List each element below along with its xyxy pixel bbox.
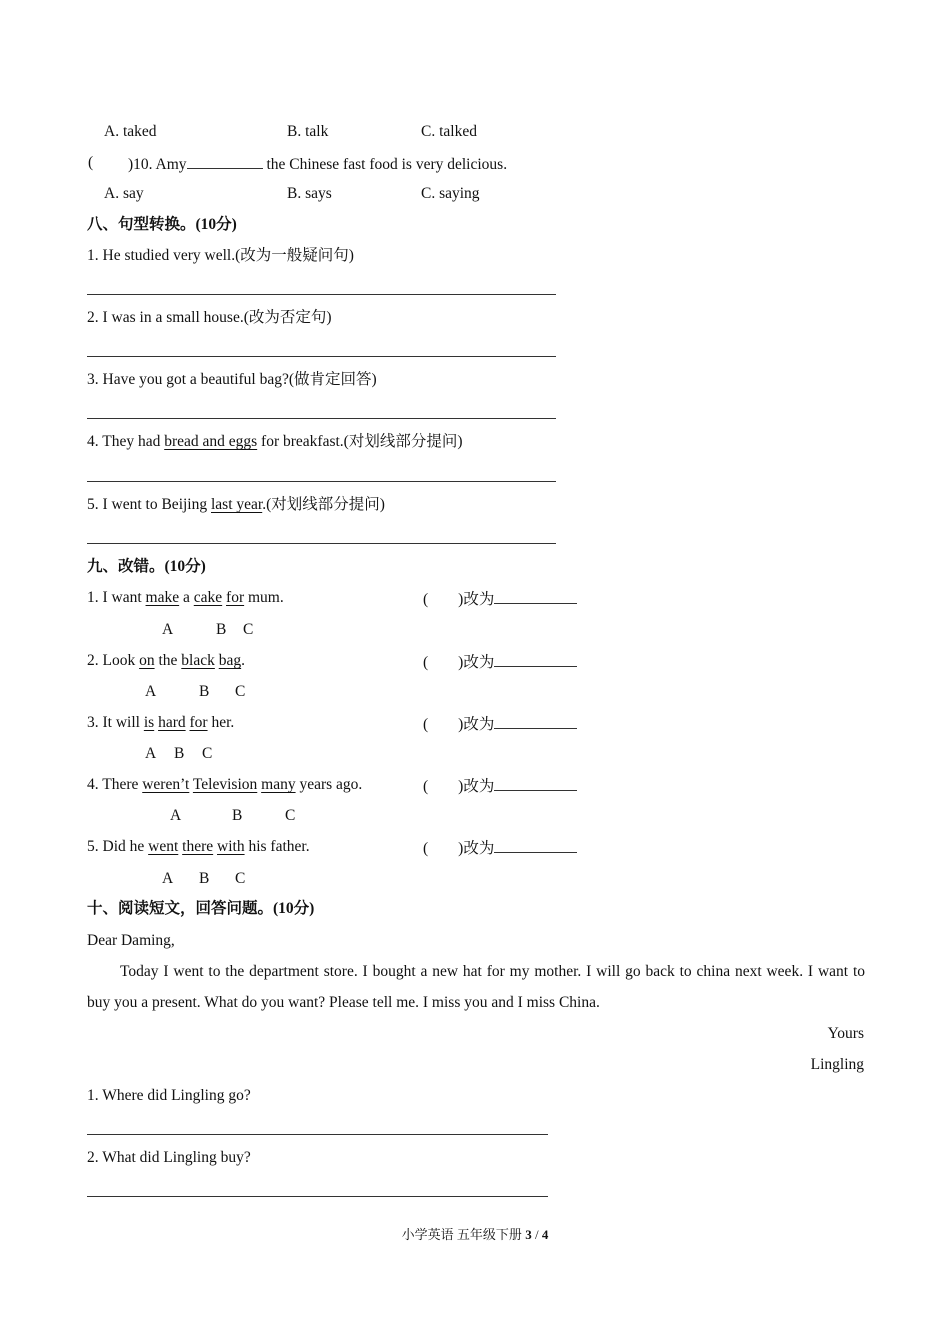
s9-letter-b: B (216, 621, 227, 638)
s10-question-1: 1. Where did Lingling go? (87, 1087, 251, 1104)
s9-sentence-3: 3. It will is hard for her. (87, 714, 235, 731)
s9-letter-a: A (162, 870, 174, 887)
s9-blank-4[interactable] (494, 775, 577, 791)
s9-sentence-4: 4. There weren’t Television many years ago. (87, 776, 363, 793)
q10-option-c: C. saying (421, 185, 480, 202)
q10-option-a: A. say (104, 185, 144, 202)
s10-question-2: 2. What did Lingling buy? (87, 1149, 251, 1166)
page-total: 4 (541, 1227, 549, 1242)
s8-item-5: 5. I went to Beijing last year.(对划线部分提问) (87, 496, 385, 513)
section9-title: 九、改错。(10分) (87, 558, 206, 575)
s9-blank-3[interactable] (494, 713, 577, 729)
underlined-phrase: last year (211, 496, 263, 513)
s9-answer-5[interactable]: ( )改为 (423, 837, 577, 859)
q10-stem: )10. Amy the Chinese fast food is very delicious. (128, 153, 507, 175)
s8-answer-line-4[interactable] (87, 481, 556, 482)
s9-letter-a: A (162, 621, 174, 638)
s9-letter-c: C (243, 621, 254, 638)
q10-paren: ( (88, 154, 94, 171)
q9-option-b: B. talk (287, 123, 329, 140)
q9-option-c: C. talked (421, 123, 477, 140)
s9-letter-c: C (235, 683, 246, 700)
s9-letter-b: B (199, 870, 210, 887)
q10-option-b: B. says (287, 185, 332, 202)
s8-answer-line-2[interactable] (87, 356, 556, 357)
s9-letter-b: B (174, 745, 185, 762)
s9-answer-4[interactable]: ( )改为 (423, 775, 577, 797)
q9-option-a: A. taked (104, 123, 157, 140)
s9-letter-c: C (285, 807, 296, 824)
s10-answer-line-1[interactable] (87, 1134, 548, 1135)
s9-letter-c: C (235, 870, 246, 887)
underlined-phrase: bread and eggs (164, 433, 258, 450)
s8-item-1: 1. He studied very well.(改为一般疑问句) (87, 247, 354, 264)
s9-letter-b: B (232, 807, 243, 824)
letter-signature: Lingling (810, 1056, 864, 1073)
page-footer: 小学英语 五年级下册 3 / 4 (401, 1227, 549, 1242)
s10-answer-line-2[interactable] (87, 1196, 548, 1197)
s9-sentence-5: 5. Did he went there with his father. (87, 838, 310, 855)
s8-answer-line-1[interactable] (87, 294, 556, 295)
s9-sentence-2: 2. Look on the black bag. (87, 652, 245, 669)
s8-item-4: 4. They had bread and eggs for breakfast.(对划线部分提问) (87, 433, 463, 450)
s8-item-2: 2. I was in a small house.(改为否定句) (87, 309, 332, 326)
s9-answer-3[interactable]: ( )改为 (423, 713, 577, 735)
s8-item-3: 3. Have you got a beautiful bag?(做肯定回答) (87, 371, 377, 388)
s9-letter-b: B (199, 683, 210, 700)
s9-letter-a: A (145, 745, 157, 762)
s9-answer-1[interactable]: ( )改为 (423, 588, 577, 610)
s9-blank-5[interactable] (494, 837, 577, 853)
s9-letter-a: A (170, 807, 182, 824)
s8-answer-line-3[interactable] (87, 418, 556, 419)
letter-closing: Yours (827, 1025, 864, 1042)
s8-answer-line-5[interactable] (87, 543, 556, 544)
s9-sentence-1: 1. I want make a cake for mum. (87, 589, 284, 606)
section10-title: 十、阅读短文，回答问题。(10分) (87, 900, 315, 917)
s9-answer-2[interactable]: ( )改为 (423, 651, 577, 673)
letter-greeting: Dear Daming, (87, 932, 175, 949)
q10-blank[interactable] (187, 153, 263, 169)
s9-blank-2[interactable] (494, 651, 577, 667)
s9-letter-a: A (145, 683, 157, 700)
page-number: 3 (525, 1227, 532, 1242)
letter-body: Today I went to the department store. I bought a new hat for my mother. I will go back to china next week. I want to buy you a present. What do you want? Please tell me. I miss you and I miss China. (87, 963, 865, 1011)
s9-blank-1[interactable] (494, 588, 577, 604)
section8-title: 八、句型转换。(10分) (87, 216, 237, 233)
s9-letter-c: C (202, 745, 213, 762)
